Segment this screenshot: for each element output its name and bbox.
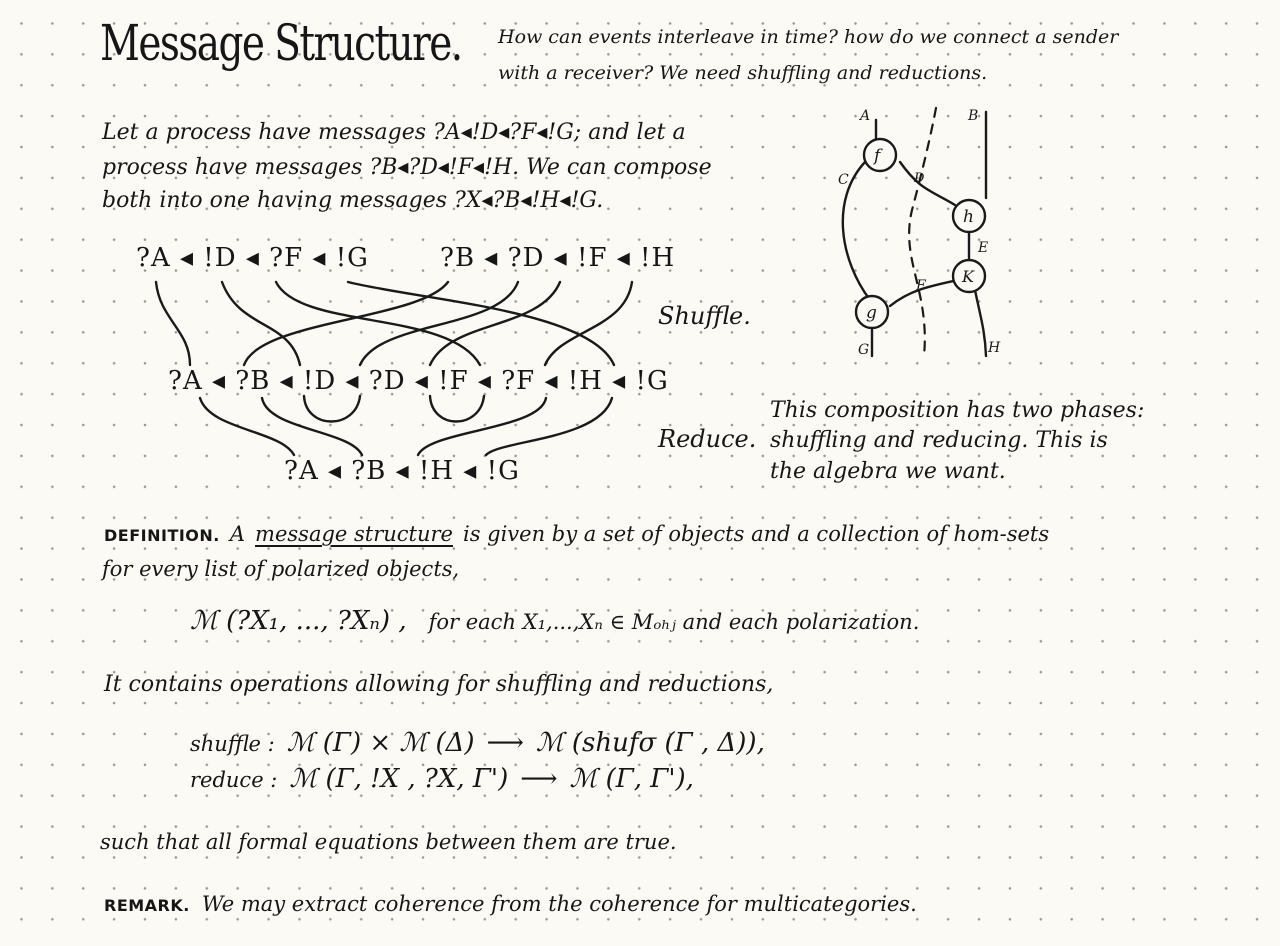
wire-label-c: C — [838, 172, 849, 188]
paragraph-line-1: Let a process have messages ?A◂!D◂?F◂!G; and let a — [102, 120, 686, 145]
strand-h-shuffle — [545, 282, 632, 365]
intro-line-1: How can events interleave in time? how do we connect a sender — [498, 26, 1119, 48]
shuffle-operation — [190, 728, 765, 758]
wire-label-e: E — [978, 240, 989, 256]
shuffle-op-codomain: ℳ (shufσ (Γ , Δ)), — [535, 728, 765, 758]
wire-label-d: D — [914, 171, 925, 186]
remark-line — [104, 892, 917, 916]
wire-h — [975, 290, 986, 356]
shuffle-op-name: shuffle : — [190, 732, 275, 756]
caption-line-1: This composition has two phases: — [770, 398, 1145, 423]
definition-line-1 — [104, 522, 1049, 546]
definition-head: DEFINITION. — [104, 526, 220, 545]
definition-formula — [190, 606, 919, 636]
conclusion-line: such that all formal equations between them are true. — [100, 830, 677, 854]
reduced-messages: ?A ◂ ?B ◂ !H ◂ !G — [284, 456, 520, 486]
paragraph-line-3: both into one having messages ?X◂?B◂!H◂!G. — [102, 188, 604, 213]
shuffled-messages: ?A ◂ ?B ◂ !D ◂ ?D ◂ !F ◂ ?F ◂ !H ◂ !G — [168, 366, 669, 396]
node-label-h: h — [963, 207, 974, 227]
top-left-messages: ?A ◂ !D ◂ ?F ◂ !G — [136, 243, 369, 273]
wire-label-a: A — [860, 108, 871, 124]
shuffle-label: Shuffle. — [658, 302, 751, 330]
strand-a-shuffle — [156, 282, 190, 365]
reduce-op-domain: ℳ (Γ, !X , ?X, Γ') — [289, 764, 509, 794]
reduce-operation — [190, 764, 694, 794]
operations-intro: It contains operations allowing for shuffling and reductions, — [104, 672, 774, 697]
wire-dashed — [909, 108, 936, 356]
wire-label-h: H — [988, 340, 1001, 356]
hom-set-condition: for each X₁,...,Xₙ ∈ Mₒₕⱼ and each polarization. — [428, 610, 920, 634]
reduce-op-name: reduce : — [190, 768, 278, 792]
paragraph-line-2: process have messages ?B◂?D◂!F◂!H. We can compose — [102, 155, 712, 180]
caption-line-3: the algebra we want. — [770, 459, 1006, 484]
strand-g-reduce — [486, 398, 612, 455]
definition-term: message structure — [255, 522, 453, 546]
remark-text: We may extract coherence from the coherence for multicategories. — [201, 892, 917, 916]
wire-label-g: G — [858, 342, 870, 358]
node-label-k: K — [962, 267, 974, 286]
top-right-messages: ?B ◂ ?D ◂ !F ◂ !H — [440, 243, 676, 273]
definition-line-2: for every list of polarized objects, — [102, 557, 460, 581]
string-diagram — [820, 100, 1020, 370]
strand-f2-shuffle — [430, 282, 560, 365]
intro-line-2: with a receiver? We need shuffling and reductions. — [498, 62, 988, 84]
reduce-cap-f — [430, 396, 484, 422]
strand-a-reduce — [200, 398, 294, 455]
remark-head: REMARK. — [104, 896, 190, 915]
definition-text-a: A — [229, 522, 246, 546]
page-title: Message Structure. — [100, 14, 462, 72]
reduce-label: Reduce. — [658, 425, 757, 453]
shuffle-op-domain: ℳ (Γ) × ℳ (Δ) — [286, 728, 475, 758]
definition-text-b: is given by a set of objects and a collection of hom-sets — [462, 522, 1050, 546]
wire-label-f: F — [916, 278, 926, 294]
node-label-g: g — [866, 303, 877, 323]
strand-f-shuffle — [276, 282, 480, 365]
reduce-op-codomain: ℳ (Γ, Γ'), — [569, 764, 694, 794]
caption-line-2: shuffling and reducing. This is — [770, 428, 1108, 453]
node-label-f: f — [874, 146, 881, 166]
reduce-arrow: ⟶ — [520, 764, 558, 794]
wire-label-b: B — [968, 108, 979, 124]
reduce-cap-d — [304, 396, 360, 422]
strand-b-reduce — [262, 398, 362, 455]
wire-d — [900, 162, 955, 205]
hom-set-formula: ℳ (?X₁, ..., ?Xₙ) , — [190, 606, 407, 636]
shuffle-arrow: ⟶ — [486, 728, 524, 758]
